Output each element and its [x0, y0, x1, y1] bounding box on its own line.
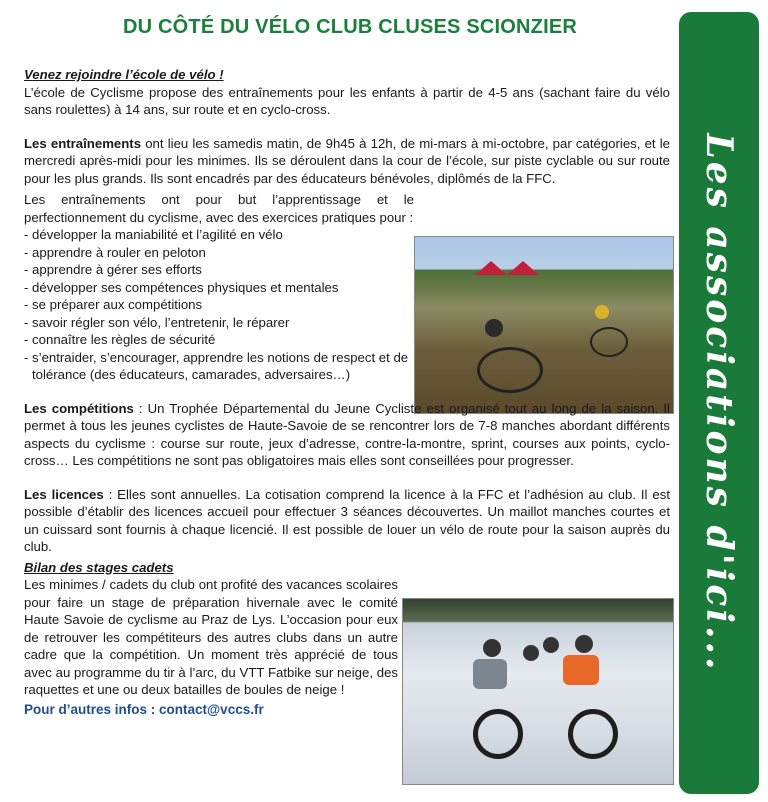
ecole-paragraph: L’école de Cyclisme propose des entraînements pour les enfants à partir de 4-5 ans (sachant faire du vélo sans roulettes) à 14 ans, sur route et en cyclo-cross.: [24, 84, 670, 117]
list-item: - apprendre à rouler en peloton: [24, 244, 206, 260]
section-heading-stages: Bilan des stages cadets: [24, 559, 174, 575]
article-body: [24, 66, 670, 718]
side-band-text: Les associations d'ici...: [698, 133, 740, 673]
licences-paragraph: [24, 486, 670, 556]
list-item: - apprendre à gérer ses efforts: [24, 262, 202, 277]
stages-paragraph: Les minimes / cadets du club ont profité des vacances scolaires pour faire un stage de préparation hivernale avec le comité Haute Savoie de cyclisme au Praz de Lys. L’occasion pour eux de retrouver les compétiteurs des autres clubs dans un autre cadre que la compétition. Un moment très apprécié de tous avec au programme du tir à l’arc, du VTT Fatbike sur neige, des raquettes et une ou deux batailles de boules de neige !: [24, 577, 398, 697]
entrainements-paragraph: [24, 135, 670, 188]
entrainements-paragraph-2: Les entraînements ont pour but l’apprentissage et le perfectionnement du cyclisme, avec des exercices pratiques pour :: [24, 192, 414, 225]
entrainements-lead: Les entraînements: [24, 135, 142, 151]
licences-text: : Elles sont annuelles. La cotisation comprend la licence à la FFC et l’adhésion au club. Il est possible d’établir des licences accueil pour effectuer 3 séances découvertes. Un maillot manches courtes et un cuissard sont fournis à chaque licencié. Il est possible de louer un vélo de route pour la saison auprès du club.: [24, 486, 670, 554]
page-title: DU CÔTÉ DU VÉLO CLUB CLUSES SCIONZIER: [122, 16, 578, 38]
side-band: [679, 12, 759, 794]
contact-line: Pour d’autres infos : contact@vccs.fr: [24, 701, 264, 717]
list-item: - développer la maniabilité et l’agilité en vélo: [24, 227, 283, 242]
list-item: - savoir régler son vélo, l’entretenir, le réparer: [24, 314, 290, 330]
section-heading-ecole: Venez rejoindre l’école de vélo !: [24, 67, 224, 82]
competitions-paragraph: [24, 400, 670, 470]
list-item: - s’entraider, s’encourager, apprendre les notions de respect et de tolérance (des éducateurs, camarades, adversaires…): [24, 349, 409, 382]
list-item: - connaître les règles de sécurité: [24, 332, 216, 347]
competitions-lead: Les compétitions: [24, 400, 134, 416]
exercise-list: [24, 226, 409, 384]
licences-lead: Les licences: [24, 486, 104, 502]
entrainements-text: ont lieu les samedis matin, de 9h45 à 12h, de mi-mars à mi-octobre, par catégories, et le mercredi après-midi pour les minimes. Ils se déroulent dans la cour de l’école, sur piste cyclable ou sur route pour les plus grands. Ils sont encadrés par des éducateurs bénévoles, diplômés de la FFC.: [24, 135, 671, 186]
competitions-text: : Un Trophée Départemental du Jeune Cycliste est organisé tout au long de la saison. Il permet à tous les jeunes cyclistes de Haute-Savoie de se rencontrer lors de 7-8 manches abordant différents aspects du cyclisme : course sur route, jeux d’adresse, contre-la-montre, sprint, courses aux points, cyclo-cross… Les compétitions ne sont pas obligatoires mais elles sont conseillées pour progresser.: [24, 400, 670, 468]
list-item: - se préparer aux compétitions: [24, 297, 203, 312]
list-item: - développer ses compétences physiques et mentales: [24, 279, 339, 295]
